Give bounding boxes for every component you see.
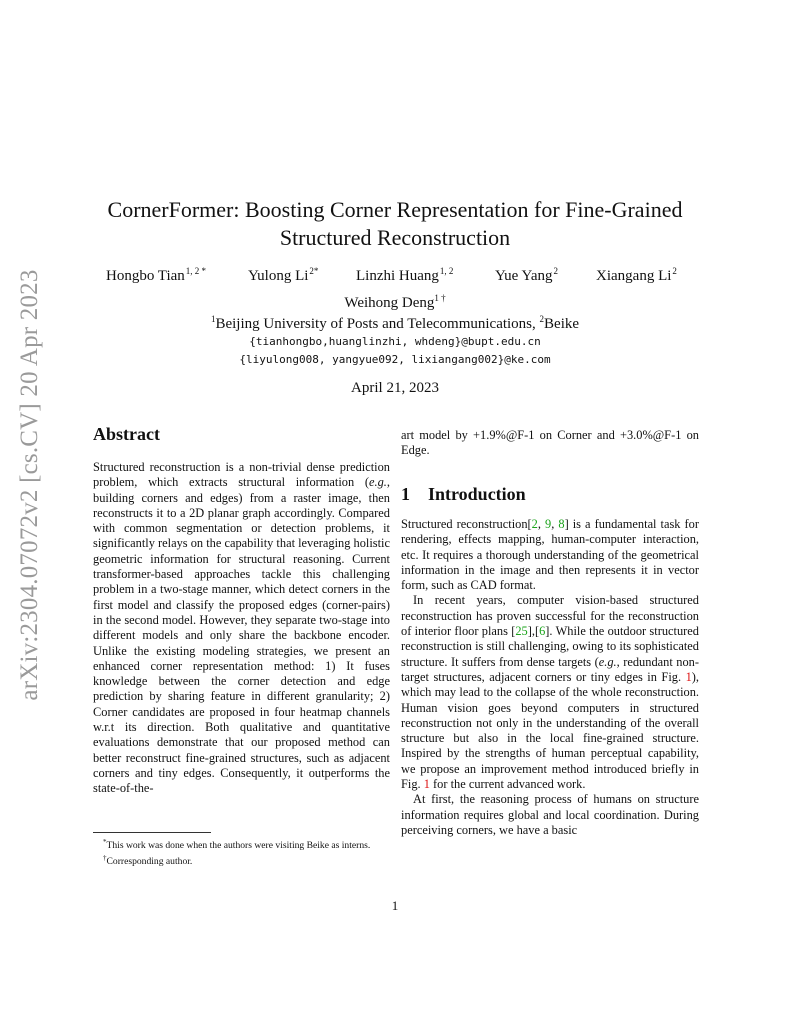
citation-link[interactable]: 6 xyxy=(539,624,546,639)
figure-link[interactable]: 1 xyxy=(685,669,692,684)
arxiv-sidebar-stamp xyxy=(16,270,44,700)
author-6: Weihong Deng$^{1 \dagger}$ xyxy=(344,293,446,311)
page-number: 1 xyxy=(391,898,399,913)
affiliations: $^1$Beijing University of Posts and Telecommunications, $^2$Beike xyxy=(210,314,580,332)
footnote-2: †Corresponding author. xyxy=(103,854,193,868)
email-line-1: {tianhongbo,huanglinzhi, whdeng}@bupt.edu.cn xyxy=(249,335,541,348)
citation-link[interactable]: 2 xyxy=(531,517,538,531)
introduction-heading: 1 Introduction xyxy=(401,484,526,504)
citation-link[interactable]: 9 xyxy=(545,517,552,531)
abstract-continuation: art model by +1.9%@F-1 on Corner and +3.0%@F-1 on Edge. xyxy=(401,428,699,458)
author-1: Hongbo Tian$^{1, 2 *}$ xyxy=(106,266,207,284)
footnote-rule xyxy=(93,832,211,833)
intro-paragraph-1: Structured reconstruction[2, 9, 8] is a fundamental task for rendering, effects mapping, human-computer interaction, etc. It requires a thorough understanding of the geometrical information in the image and then represents it in vector form, such as CAD format. xyxy=(401,517,699,593)
author-3: Linzhi Huang$^{1, 2}$ xyxy=(356,266,454,284)
author-5: Xiangang Li$^2$ xyxy=(596,266,677,284)
arxiv-id: arXiv:2304.07072v2 [cs.CV] 20 Apr 2023 xyxy=(16,269,43,701)
author-list xyxy=(100,266,700,286)
paper-title-line-1: CornerFormer: Boosting Corner Representation for Fine-Grained xyxy=(107,197,683,222)
footnotes xyxy=(93,836,390,868)
footnote-1: *This work was done when the authors were visiting Beike as interns. xyxy=(103,838,371,852)
author-4: Yue Yang$^2$ xyxy=(495,266,559,284)
introduction-body xyxy=(401,517,699,838)
email-line-2: {liyulong008, yangyue092, lixiangang002}@ke.com xyxy=(239,353,551,366)
citation-link[interactable]: 25 xyxy=(515,624,528,639)
figure-link[interactable]: 1 xyxy=(423,777,430,792)
paper-title-line-2: Structured Reconstruction xyxy=(279,225,511,250)
intro-paragraph-3: At first, the reasoning process of humans on structure information requires global and local coordination. During perceiving corners, we have a basic xyxy=(401,792,699,837)
paper-date: April 21, 2023 xyxy=(351,380,439,396)
author-2: Yulong $Li^{2*}$ xyxy=(248,266,319,284)
abstract-heading: Abstract xyxy=(93,424,160,444)
intro-paragraph-2: In recent years, computer vision-based structured reconstruction has proven successful for the reconstruction of interior floor plans [25],[6]. While the outdoor structured reconstruction is still challenging, owing to its sophisticated structure. It suffers from dense targets (e.g., redundant non-target structures, adjacent corners or tiny edges in Fig. 1), which may lead to the collapse of the whole reconstruction. Human vision goes beyond computers in structured reconstruction not only in the understanding of the overall structure but also in the local fine-grained structure. Inspired by the strengths of human perceptual capability, we propose an improvement method introduced briefly in Fig. 1 for the current advanced work. xyxy=(401,593,699,792)
citation-link[interactable]: 8 xyxy=(558,517,565,531)
abstract-body: Structured reconstruction is a non-trivial dense prediction problem, which extracts structural information (e.g., building corners and edges) from a raster image, then reconstructs it to a 2D planar graph accordingly. Compared with common segmentation or detection problems, it significantly relays on the capability that leveraging holistic geometric information for structural reasoning. Current transformer-based approaches tackle this challenging problem in a two-stage manner, which detect corners in the first model and classify the proposed edges (corner-pairs) in the second model. However, they separate two-stage into different models and only share the backbone encoder. Unlike the existing modeling strategies, we present an enhanced corner representation method: 1) It fuses knowledge between the corner detection and edge prediction by sharing feature in different granularity; 2) Corner candidates are proposed in four heatmap channels w.r.t its direction. Both qualitative and quantitative evaluations demonstrate that our proposed method can better reconstruct fine-grained structures, such as adjacent corners and tiny edges. Consequently, it outperforms the state-of-the- xyxy=(93,460,390,796)
